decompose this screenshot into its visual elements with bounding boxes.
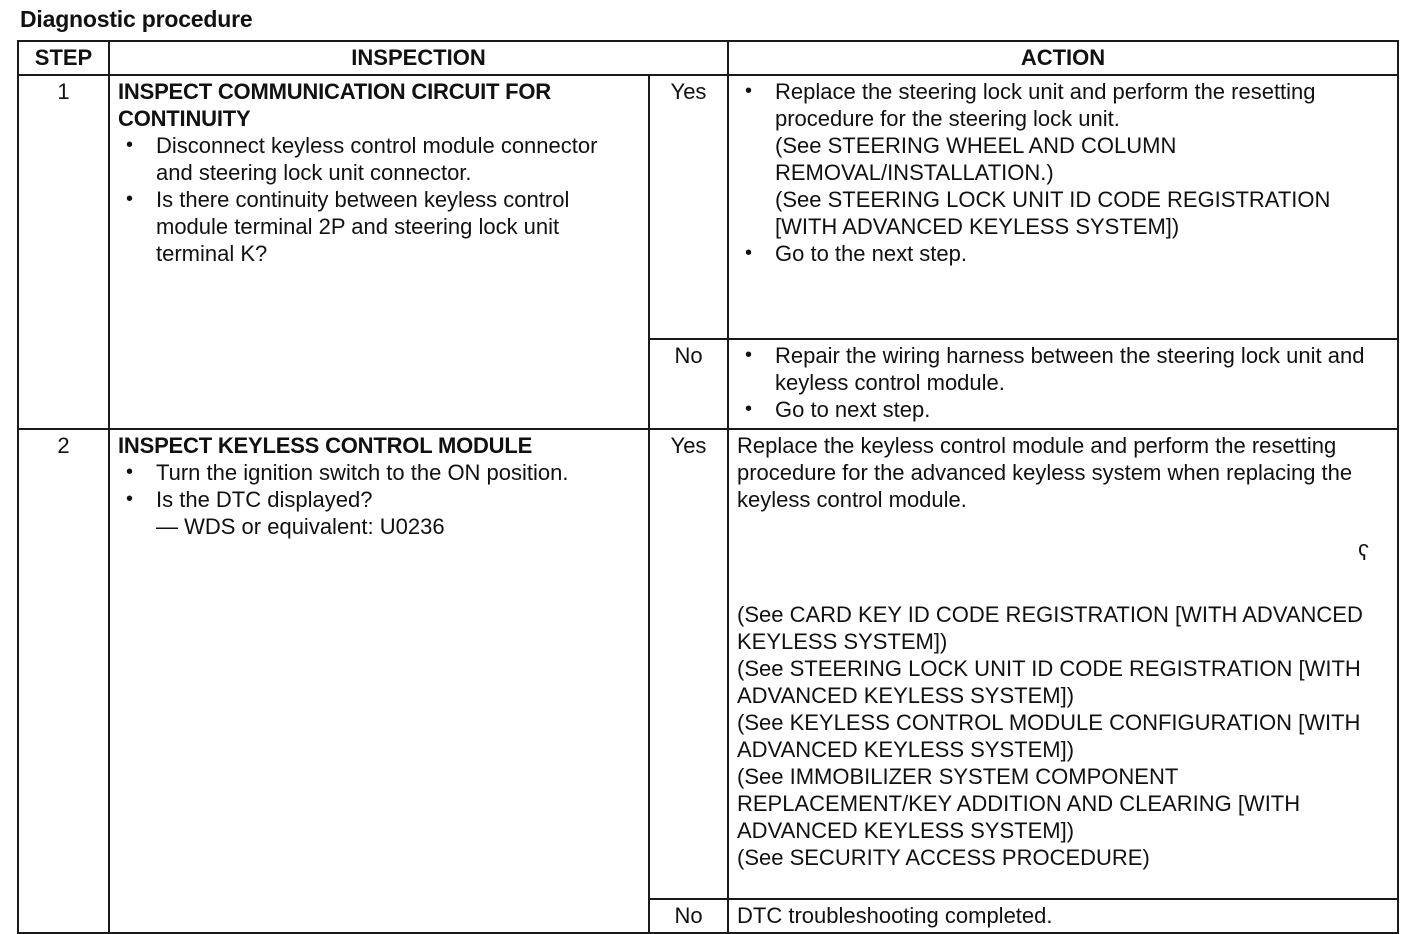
spacer (737, 513, 1389, 601)
action-text: Replace the steering lock unit and perform the resetting procedure for the steering lock unit. (775, 79, 1316, 131)
inspection-cell (109, 429, 649, 933)
action-text: Replace the keyless control module and perform the resetting procedure for the advanced keyless system when replacing the keyless control module. (737, 433, 1353, 512)
header-row (18, 41, 1398, 75)
inspection-bullets (118, 132, 640, 267)
reference-item: (See KEYLESS CONTROL MODULE CONFIGURATION [WITH ADVANCED KEYLESS SYSTEM]) (737, 710, 1361, 762)
inspection-bullet: • Turn the ignition switch to the ON position. (156, 459, 640, 486)
reference-list (775, 132, 1389, 240)
yes-label: Yes (649, 429, 728, 899)
action-bullet: • Go to next step. (775, 396, 1389, 423)
action-cell (728, 429, 1398, 899)
header-inspection: INSPECTION (109, 41, 728, 75)
reference-item: (See IMMOBILIZER SYSTEM COMPONENT REPLACEMENT/KEY ADDITION AND CLEARING [WITH ADVANCED KEYLESS SYSTEM]) (737, 764, 1301, 843)
reference-item: (See STEERING LOCK UNIT ID CODE REGISTRATION [WITH ADVANCED KEYLESS SYSTEM]) (775, 187, 1331, 239)
step-number: 1 (18, 75, 109, 429)
inspection-bullet-text: Is the DTC displayed? (156, 487, 373, 512)
no-label: No (649, 899, 728, 933)
step-1-yes-row (18, 75, 1398, 339)
inspection-bullet: • Disconnect keyless control module connector and steering lock unit connector. (156, 132, 640, 186)
inspection-bullet (156, 486, 640, 513)
reference-item: (See STEERING WHEEL AND COLUMN REMOVAL/INSTALLATION.) (775, 133, 1177, 185)
action-bullets (737, 342, 1389, 423)
header-step: STEP (18, 41, 109, 75)
diagnostic-table (17, 40, 1399, 934)
action-bullet: • Go to the next step. (775, 240, 1389, 267)
action-text: DTC troubleshooting completed. (728, 899, 1398, 933)
inspection-bullets (118, 459, 640, 513)
inspection-bullet: • Is there continuity between keyless control module terminal 2P and steering lock unit terminal K? (156, 186, 640, 267)
no-label: No (649, 339, 728, 429)
action-bullet (775, 78, 1389, 240)
inspection-heading: INSPECT KEYLESS CONTROL MODULE (118, 433, 533, 458)
header-action: ACTION (728, 41, 1398, 75)
dash-item: — WDS or equivalent: U0236 (156, 514, 445, 539)
step-2-yes-row (18, 429, 1398, 899)
action-cell (728, 75, 1398, 339)
reference-item: (See CARD KEY ID CODE REGISTRATION [WITH ADVANCED KEYLESS SYSTEM]) (737, 602, 1363, 654)
stray-mark: ʕ (1358, 540, 1369, 565)
reference-list (737, 601, 1389, 871)
action-bullet: • Repair the wiring harness between the steering lock unit and keyless control module. (775, 342, 1389, 396)
reference-item: (See SECURITY ACCESS PROCEDURE) (737, 845, 1150, 870)
action-bullets (737, 78, 1389, 267)
inspection-heading: INSPECT COMMUNICATION CIRCUIT FOR CONTINUITY (118, 79, 551, 131)
page-title: Diagnostic procedure (20, 6, 253, 32)
reference-item: (See STEERING LOCK UNIT ID CODE REGISTRATION [WITH ADVANCED KEYLESS SYSTEM]) (737, 656, 1361, 708)
inspection-cell (109, 75, 649, 429)
yes-label: Yes (649, 75, 728, 339)
action-cell (728, 339, 1398, 429)
step-number: 2 (18, 429, 109, 933)
